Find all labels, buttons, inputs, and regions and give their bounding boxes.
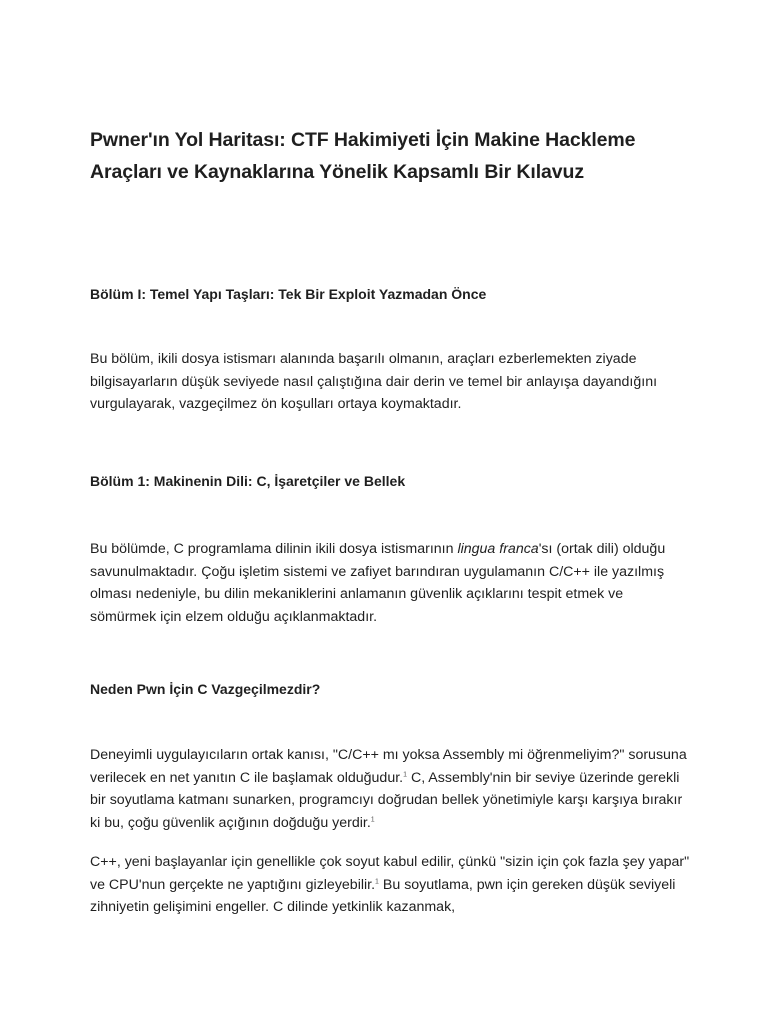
why-c-heading: Neden Pwn İçin C Vazgeçilmezdir? (90, 681, 321, 697)
chapter-1-heading: Bölüm 1: Makinenin Dili: C, İşaretçiler ve Bellek (90, 473, 406, 489)
footnote-ref[interactable]: 1 (370, 816, 375, 824)
footnote-ref[interactable]: 1 (403, 770, 408, 778)
chapter-1-text-after: 'sı (ortak dili) olduğu savunulmaktadır. Çoğu işletim sistemi ve zafiyet barındıran uygulamanın C/C++ ile yazılmış olması nedeniyle, bu dilin mekaniklerini anlamanın güvenlik açıklarını tespit etmek ve sömürmek için elzem olduğu açıklanmaktadır. (90, 541, 666, 625)
part-1-heading: Bölüm I: Temel Yapı Taşları: Tek Bir Exploit Yazmadan Önce (90, 286, 487, 302)
chapter-1-italic-term: lingua franca (457, 541, 539, 557)
why-c-p1-text-1: Deneyimli uygulayıcıların ortak kanısı, "C/C++ mı yoksa Assembly mi öğrenmeliyim?" sorusuna verilecek en net yanıtın C ile başlamak olduğudur. (90, 747, 687, 786)
why-c-paragraph-2 (90, 851, 690, 919)
why-c-p1-text-2: C, Assembly'nin bir seviye üzerinde gerekli bir soyutlama katmanı sunarken, programcıyı doğrudan bellek yönetimiyle karşı karşıya bırakır ki bu, çoğu güvenlik açığının doğduğu yerdir. (90, 769, 683, 831)
why-c-paragraph-1 (90, 744, 690, 834)
why-c-p2-text-1: C++, yeni başlayanlar için genellikle çok soyut kabul edilir, çünkü "sizin için çok fazla şey yapar" ve CPU'nun gerçekte ne yaptığını gizleyebilir. (90, 854, 690, 893)
document-title: Pwner'ın Yol Haritası: CTF Hakimiyeti İçin Makine Hackleme Araçları ve Kaynaklarına Yönelik Kapsamlı Bir Kılavuz (90, 129, 636, 183)
why-c-p2-text-2: Bu soyutlama, pwn için gereken düşük seviyeli zihniyetin gelişimini engeller. C dilinde yetkinlik kazanmak, (90, 876, 676, 916)
chapter-1-text-before: Bu bölümde, C programlama dilinin ikili dosya istismarının (90, 541, 458, 557)
chapter-1-paragraph (90, 538, 690, 628)
part-1-paragraph: Bu bölüm, ikili dosya istismarı alanında başarılı olmanın, araçları ezberlemekten ziyade bilgisayarların düşük seviyede nasıl çalıştığına dair derin ve temel bir anlayışa dayandığını vurgulayarak, vazgeçilmez ön koşulları ortaya koymaktadır. (90, 351, 658, 413)
footnote-ref[interactable]: 1 (375, 877, 379, 885)
